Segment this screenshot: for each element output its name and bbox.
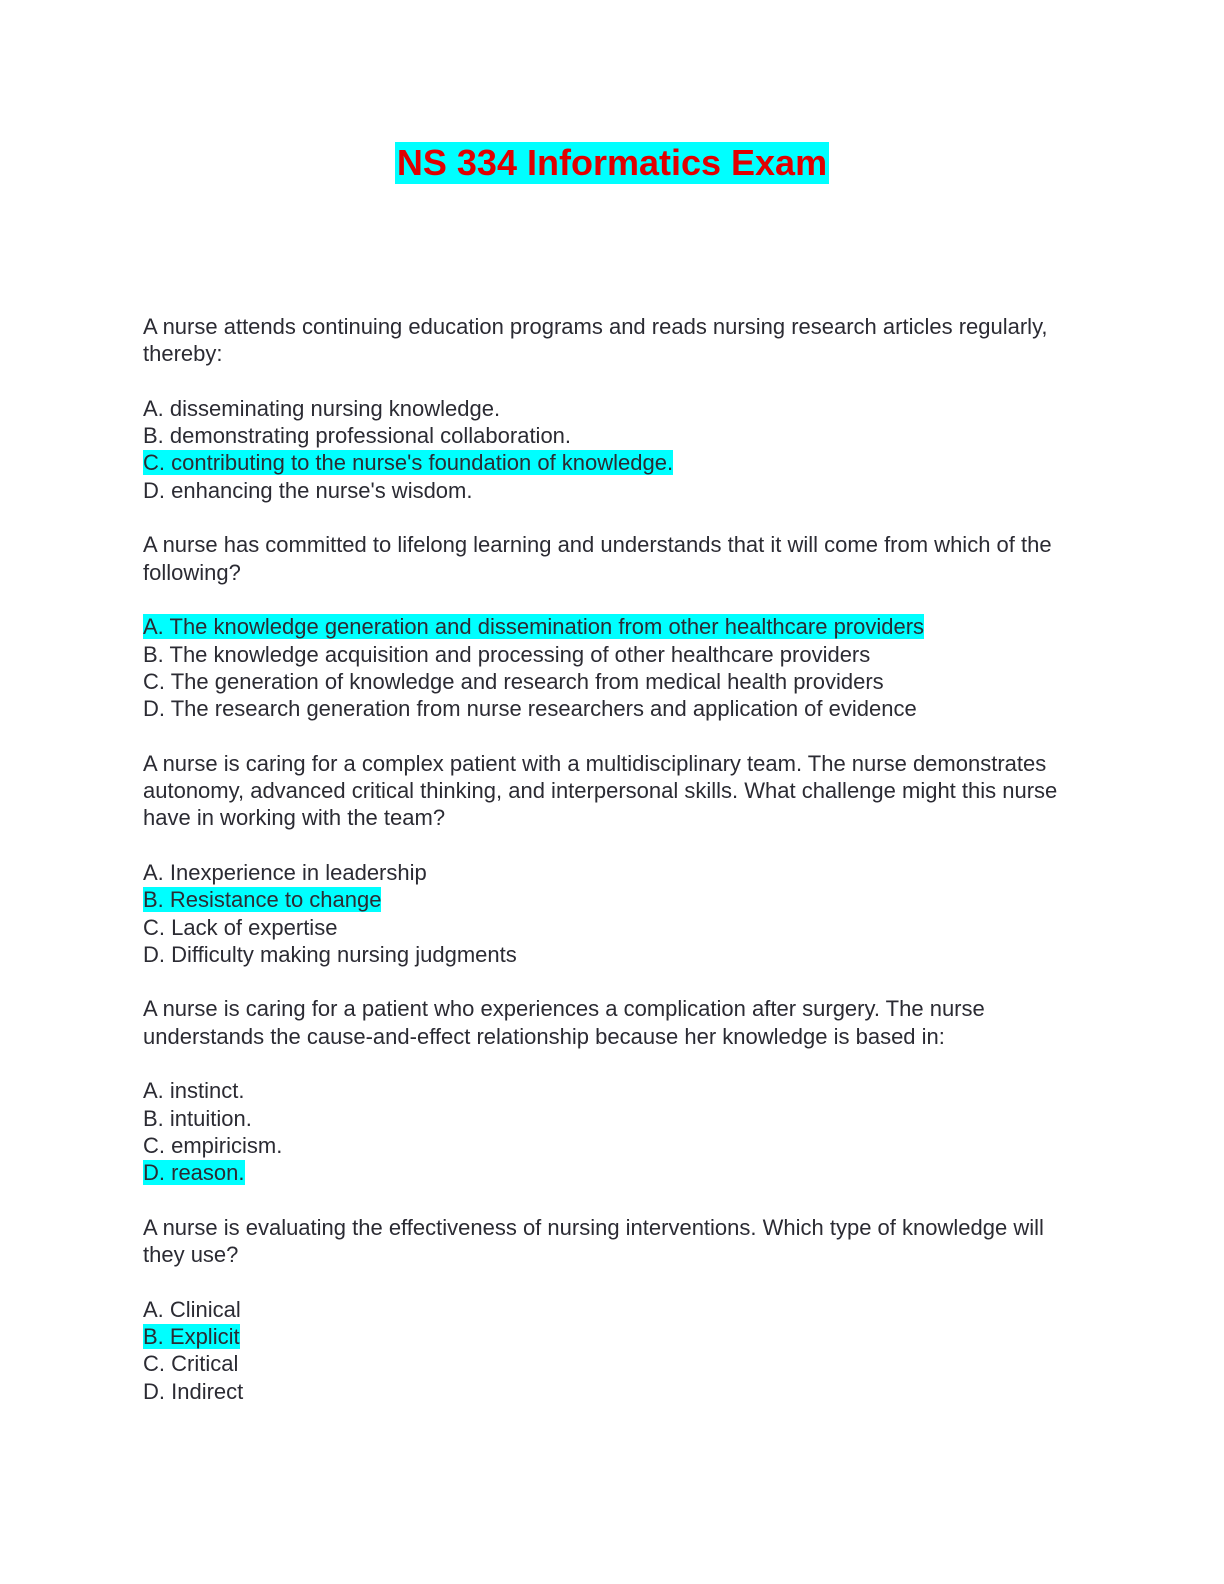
answer-option: C. Critical [143, 1351, 239, 1377]
document-title: NS 334 Informatics Exam [396, 142, 828, 183]
answer-option: D. enhancing the nurse's wisdom. [143, 477, 473, 503]
answer-option-highlighted: C. contributing to the nurse's foundation of knowledge. [143, 450, 674, 476]
answer-option: A. Clinical [143, 1296, 241, 1322]
answer-option-highlighted: B. Explicit [143, 1323, 240, 1349]
answer-option: B. demonstrating professional collaboration. [143, 423, 572, 449]
answer-option: D. Indirect [143, 1378, 244, 1404]
answer-option: B. The knowledge acquisition and processing of other healthcare providers [143, 641, 871, 667]
answer-option: A. Inexperience in leadership [143, 859, 427, 885]
question-text: A nurse is caring for a patient who experiences a complication after surgery. The nurse understands the cause-and-effect relationship because her knowledge is based in: [143, 996, 985, 1049]
answer-option-highlighted: D. reason. [143, 1160, 245, 1186]
answer-option: A. disseminating nursing knowledge. [143, 395, 501, 421]
question-2 [143, 531, 1083, 722]
question-5 [143, 1214, 1083, 1405]
answer-option: D. The research generation from nurse researchers and application of evidence [143, 696, 917, 722]
question-text: A nurse has committed to lifelong learning and understands that it will come from which of the following? [143, 532, 1052, 585]
title-container [0, 142, 1224, 184]
answer-option: C. The generation of knowledge and research from medical health providers [143, 668, 884, 694]
question-1 [143, 313, 1083, 504]
question-text: A nurse is evaluating the effectiveness of nursing interventions. Which type of knowledge will they use? [143, 1214, 1044, 1268]
question-text: A nurse is caring for a complex patient with a multidisciplinary team. The nurse demonstrates autonomy, advanced critical thinking, and interpersonal skills. What challenge might this nurse have in working with the team? [143, 750, 1058, 831]
question-3 [143, 750, 1083, 968]
answer-option: C. Lack of expertise [143, 914, 338, 940]
question-4 [143, 995, 1083, 1186]
answer-option: D. Difficulty making nursing judgments [143, 941, 517, 967]
answer-option-highlighted: A. The knowledge generation and dissemination from other healthcare providers [143, 614, 925, 640]
question-list [143, 313, 1083, 1432]
answer-option: C. empiricism. [143, 1132, 283, 1158]
question-text: A nurse attends continuing education programs and reads nursing research articles regularly, thereby: [143, 314, 1048, 367]
answer-option-highlighted: B. Resistance to change [143, 887, 382, 913]
answer-option: A. instinct. [143, 1078, 245, 1104]
answer-option: B. intuition. [143, 1105, 252, 1131]
